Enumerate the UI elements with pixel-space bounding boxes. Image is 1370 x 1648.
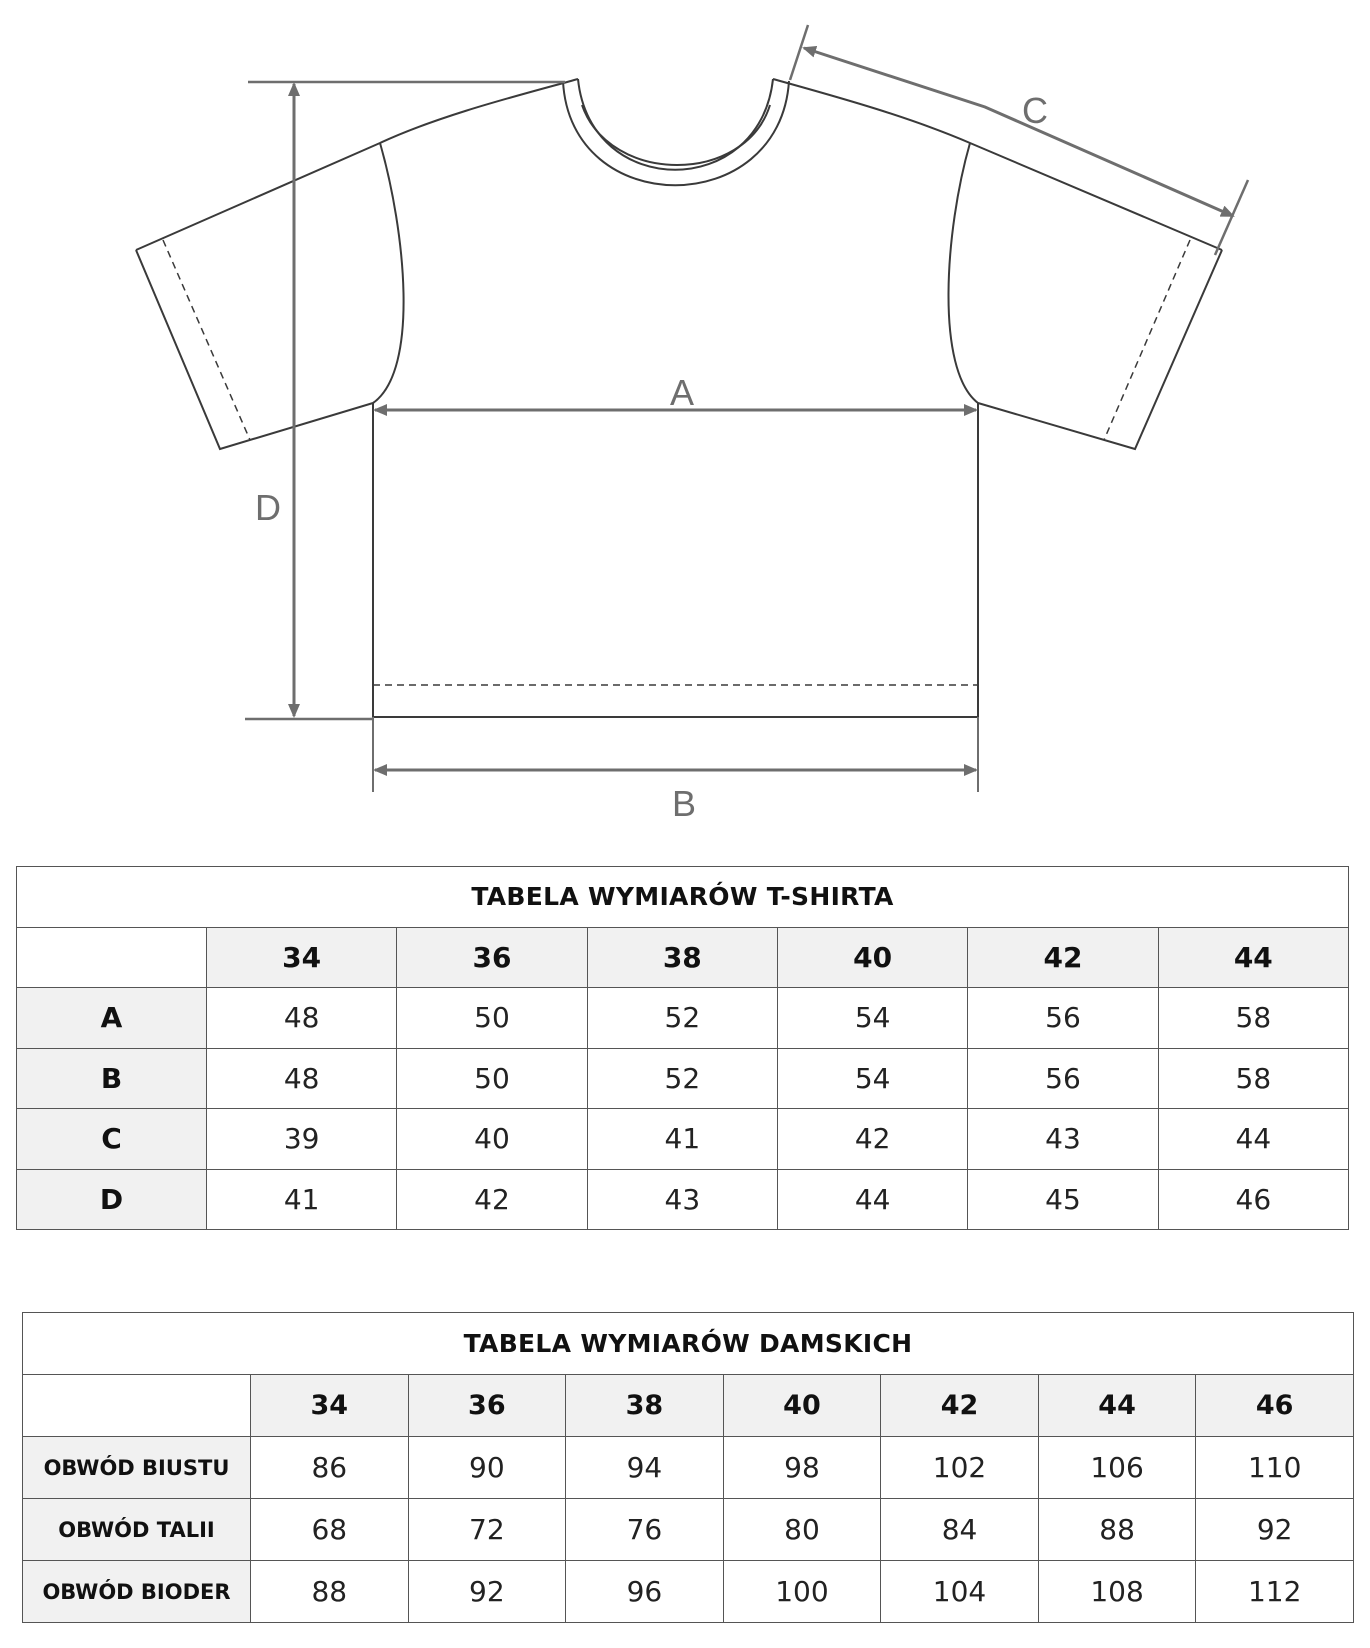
size-header: 36: [408, 1375, 566, 1437]
table-cell: 39: [207, 1109, 397, 1170]
table-cell: 44: [1158, 1109, 1348, 1170]
table-cell: 76: [566, 1499, 724, 1561]
dimension-c-arrow: [804, 48, 1233, 216]
table-title-row: [17, 867, 1349, 928]
armhole-left: [373, 143, 404, 403]
table-cell: 43: [968, 1109, 1158, 1170]
table-cell: 43: [587, 1169, 777, 1230]
row-label: OBWÓD TALII: [23, 1499, 251, 1561]
table-cell: 100: [723, 1561, 881, 1623]
table-cell: 42: [777, 1109, 967, 1170]
dimension-label-b: B: [671, 783, 697, 820]
table-cell: 48: [207, 988, 397, 1049]
women-table-title: TABELA WYMIARÓW DAMSKICH: [23, 1313, 1354, 1375]
size-header: 42: [881, 1375, 1039, 1437]
dimension-c-right-tick: [1215, 180, 1248, 255]
armhole-right: [948, 143, 978, 403]
row-label: OBWÓD BIUSTU: [23, 1437, 251, 1499]
shoulder-right: [773, 79, 1222, 250]
size-header: 40: [777, 927, 967, 988]
table-cell: 41: [207, 1169, 397, 1230]
table-row: [17, 1048, 1349, 1109]
table-cell: 54: [777, 988, 967, 1049]
table-cell: 92: [408, 1561, 566, 1623]
table-cell: 56: [968, 1048, 1158, 1109]
table-row: [17, 988, 1349, 1049]
row-label: C: [17, 1109, 207, 1170]
size-header: 38: [587, 927, 777, 988]
collar-inner: [582, 105, 770, 165]
table-cell: 45: [968, 1169, 1158, 1230]
sleeve-right: [978, 250, 1222, 449]
table-header-row: [17, 927, 1349, 988]
table-row: [23, 1499, 1354, 1561]
sleeve-left: [136, 250, 373, 449]
table-cell: 41: [587, 1109, 777, 1170]
size-header: 40: [723, 1375, 881, 1437]
table-cell: 110: [1196, 1437, 1354, 1499]
table-cell: 56: [968, 988, 1158, 1049]
table-row: [23, 1437, 1354, 1499]
table-cell: 52: [587, 1048, 777, 1109]
dimension-c-left-tick: [790, 25, 808, 80]
size-header: 44: [1038, 1375, 1196, 1437]
table-cell: 44: [777, 1169, 967, 1230]
table-cell: 94: [566, 1437, 724, 1499]
collar-outer: [578, 79, 773, 170]
table-cell: 92: [1196, 1499, 1354, 1561]
table-cell: 58: [1158, 988, 1348, 1049]
table-cell: 40: [397, 1109, 587, 1170]
table-cell: 88: [251, 1561, 409, 1623]
table-cell: 108: [1038, 1561, 1196, 1623]
table-cell: 48: [207, 1048, 397, 1109]
size-header: 38: [566, 1375, 724, 1437]
table-cell: 46: [1158, 1169, 1348, 1230]
dimension-label-c: C: [1022, 90, 1048, 131]
tshirt-size-table: [16, 866, 1349, 1230]
table-cell: 72: [408, 1499, 566, 1561]
table-cell: 52: [587, 988, 777, 1049]
size-header: 34: [251, 1375, 409, 1437]
table-cell: 86: [251, 1437, 409, 1499]
table-cell: 54: [777, 1048, 967, 1109]
tshirt-table-title: TABELA WYMIARÓW T-SHIRTA: [17, 867, 1349, 928]
table-cell: 106: [1038, 1437, 1196, 1499]
table-cell: 58: [1158, 1048, 1348, 1109]
size-header: 34: [207, 927, 397, 988]
table-cell: 112: [1196, 1561, 1354, 1623]
dimension-label-d: D: [255, 487, 281, 528]
table-header-row: [23, 1375, 1354, 1437]
corner-cell: [17, 927, 207, 988]
row-label: D: [17, 1169, 207, 1230]
row-label: OBWÓD BIODER: [23, 1561, 251, 1623]
size-header: 44: [1158, 927, 1348, 988]
table-cell: 50: [397, 1048, 587, 1109]
table-cell: 84: [881, 1499, 1039, 1561]
tshirt-measurement-diagram: [0, 0, 1370, 820]
table-title-row: [23, 1313, 1354, 1375]
table-cell: 90: [408, 1437, 566, 1499]
sleeve-left-stitch: [163, 240, 250, 440]
corner-cell: [23, 1375, 251, 1437]
size-header: 36: [397, 927, 587, 988]
table-cell: 104: [881, 1561, 1039, 1623]
sleeve-right-stitch: [1104, 240, 1190, 440]
row-label: A: [17, 988, 207, 1049]
dimension-label-a: A: [669, 372, 695, 413]
table-cell: 102: [881, 1437, 1039, 1499]
table-cell: 80: [723, 1499, 881, 1561]
size-header: 42: [968, 927, 1158, 988]
women-size-table: [22, 1312, 1354, 1623]
table-row: [17, 1109, 1349, 1170]
row-label: B: [17, 1048, 207, 1109]
table-cell: 98: [723, 1437, 881, 1499]
table-cell: 88: [1038, 1499, 1196, 1561]
table-row: [17, 1169, 1349, 1230]
table-row: [23, 1561, 1354, 1623]
table-cell: 50: [397, 988, 587, 1049]
size-header: 46: [1196, 1375, 1354, 1437]
table-cell: 96: [566, 1561, 724, 1623]
table-cell: 42: [397, 1169, 587, 1230]
table-cell: 68: [251, 1499, 409, 1561]
shoulder-left: [136, 79, 578, 250]
